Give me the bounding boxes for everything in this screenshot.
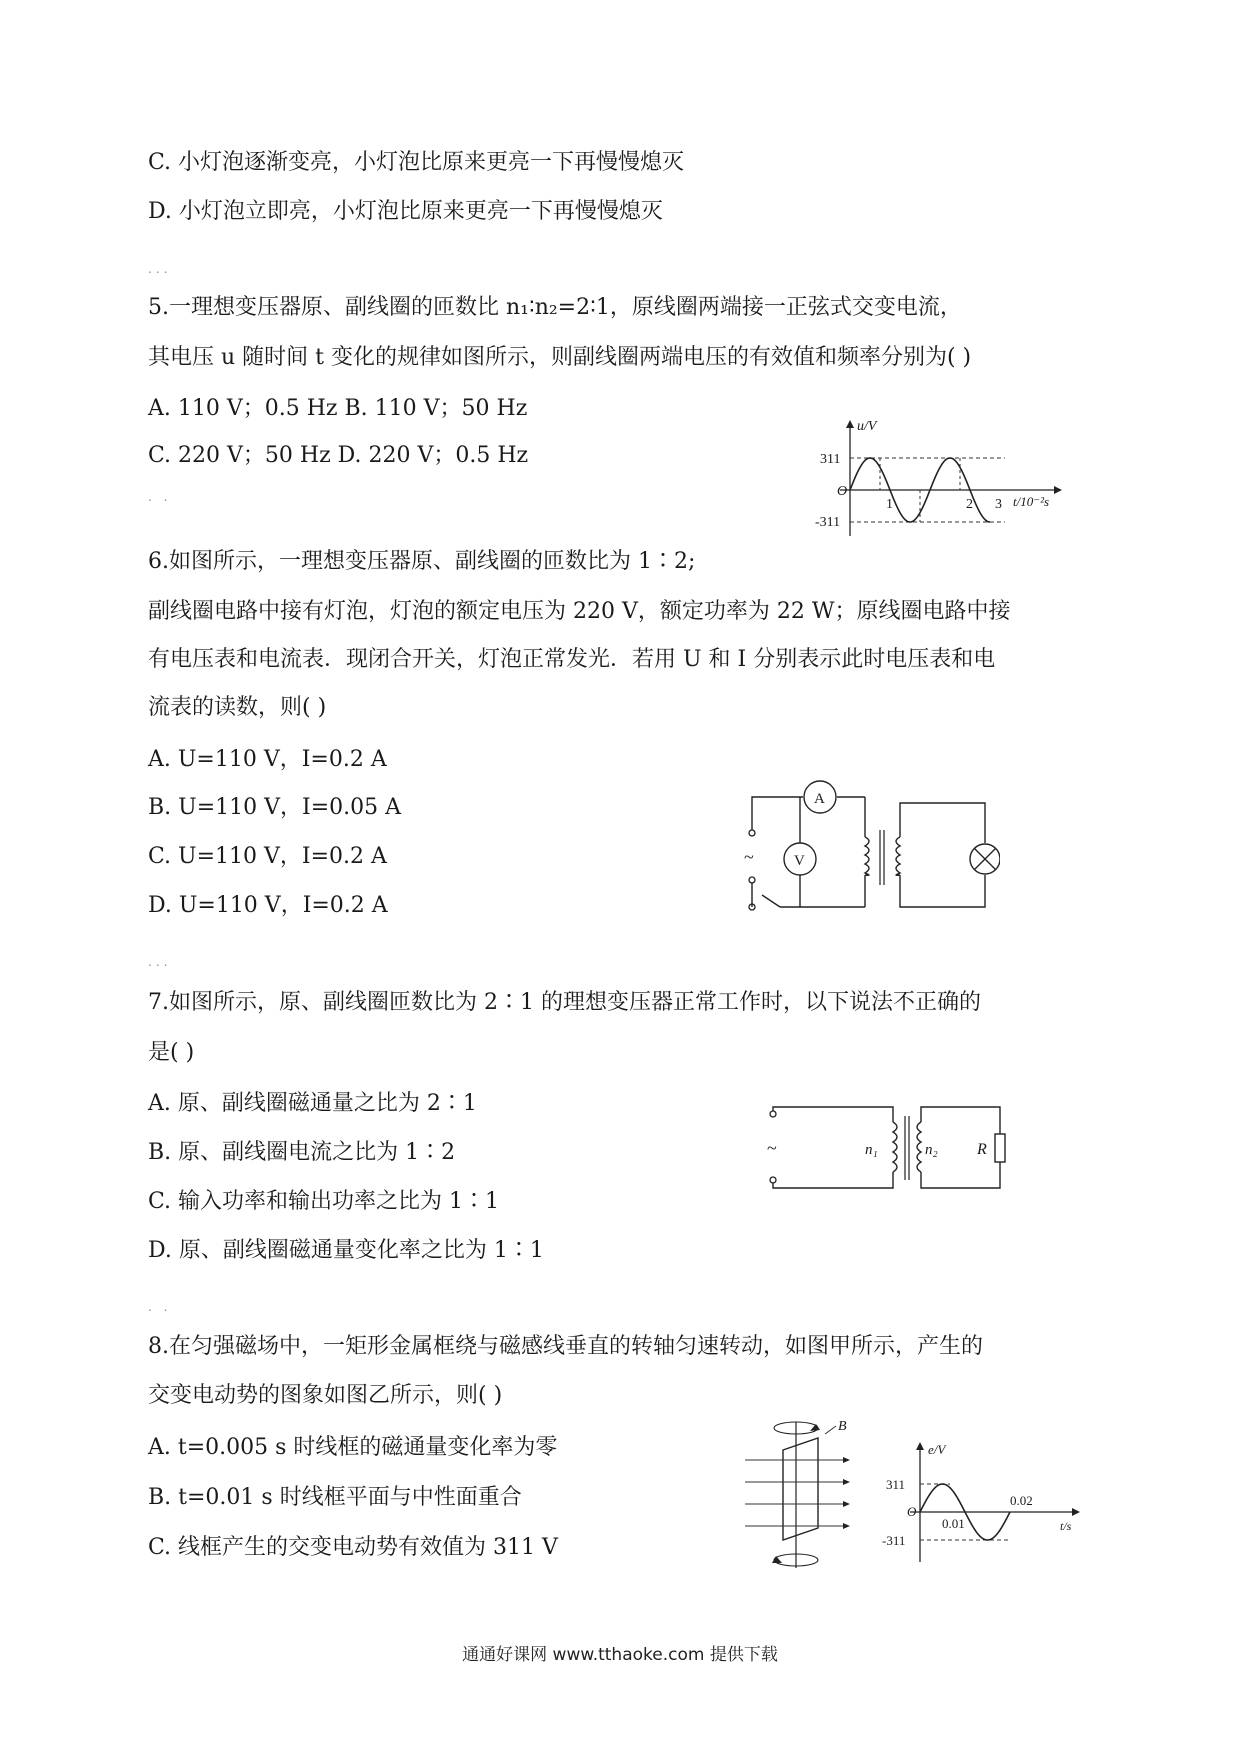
q7-option-c: C. 输入功率和输出功率之比为 1∶1 [148, 1189, 500, 1214]
q7-option-b: B. 原、副线圈电流之比为 1∶2 [148, 1140, 456, 1165]
q6-stem-line4: 流表的读数，则( ) [148, 695, 327, 720]
separator-dots: . . [148, 490, 172, 504]
q6-terminal-top [749, 830, 755, 836]
q6-stem-line2: 副线圈电路中接有灯泡，灯泡的额定电压为 220 V，额定功率为 22 W；原线圈电路中接 [148, 599, 1011, 624]
q8-x-tick-1: 0.01 [942, 1516, 965, 1531]
q5-x-tick-1: 1 [886, 497, 893, 512]
q8-x-tick-2: 0.02 [1010, 1493, 1033, 1508]
page-footer: 通通好课网 www.tthaoke.com 提供下载 [462, 1645, 778, 1665]
q6-terminal-bottom [749, 877, 755, 883]
q7-n2-label: n₂ [925, 1142, 938, 1158]
q6-switch [762, 895, 780, 907]
q8-stem-line1: 8.在匀强磁场中，一矩形金属框绕与磁感线垂直的转轴匀速转动，如图甲所示，产生的 [148, 1334, 983, 1359]
q6-option-a: A. U=110 V，I=0.2 A [148, 747, 387, 772]
q6-option-c: C. U=110 V，I=0.2 A [148, 844, 387, 869]
q7-n1-label: n₁ [865, 1142, 878, 1158]
q5-x-tick-2: 2 [966, 497, 973, 512]
q8-y-max-label: 311 [886, 1477, 906, 1492]
q4-option-d: D. 小灯泡立即亮，小灯泡比原来更亮一下再慢慢熄灭 [148, 199, 663, 224]
q8-emf-graph [880, 1440, 1090, 1570]
q7-ac-source: ~ [767, 1138, 777, 1158]
q8-metal-frame [783, 1438, 818, 1540]
q6-option-b: B. U=110 V，I=0.05 A [148, 795, 401, 820]
q8-stem-line2: 交变电动势的图象如图乙所示，则( ) [148, 1383, 503, 1408]
q8-option-a: A. t=0.005 s 时线框的磁通量变化率为零 [148, 1435, 558, 1460]
q5-y-min-label: -311 [815, 515, 841, 530]
q5-voltage-graph [815, 418, 1065, 553]
q6-option-d: D. U=110 V，I=0.2 A [148, 893, 388, 918]
separator-dots: ... [148, 262, 172, 276]
q8-y-min-label: -311 [882, 1533, 906, 1548]
q5-x-axis-label: t/10⁻²s [1013, 494, 1050, 509]
q5-stem-line2: 其电压 u 随时间 t 变化的规律如图所示，则副线圈两端电压的有效值和频率分别为( ) [148, 345, 972, 370]
q6-circuit-diagram [740, 775, 1000, 920]
q4-option-c: C. 小灯泡逐渐变亮，小灯泡比原来更亮一下再慢慢熄灭 [148, 150, 685, 175]
q8-y-axis-label: e/V [928, 1442, 946, 1457]
q6-primary-coil [865, 837, 869, 875]
q7-transformer-diagram [765, 1102, 1015, 1197]
q5-y-axis-label: u/V [857, 419, 877, 434]
q5-origin-label: O [837, 484, 848, 499]
q8-option-c: C. 线框产生的交变电动势有效值为 311 V [148, 1535, 558, 1560]
separator-dots: ... [148, 955, 172, 969]
q7-resistor [995, 1134, 1005, 1162]
q8-b-label: B [838, 1419, 847, 1434]
q6-ac-source: ~ [744, 847, 754, 867]
q7-stem-line1: 7.如图所示，原、副线圈匝数比为 2∶1 的理想变压器正常工作时，以下说法不正确的 [148, 990, 981, 1015]
q5-y-max-label: 311 [820, 452, 841, 467]
q7-option-d: D. 原、副线圈磁通量变化率之比为 1∶1 [148, 1238, 544, 1263]
q6-stem-line1: 6.如图所示，一理想变压器原、副线圈的匝数比为 1∶2; [148, 549, 696, 574]
q5-options-cd: C. 220 V；50 Hz D. 220 V；0.5 Hz [148, 443, 529, 468]
q6-ammeter-label: A [814, 791, 825, 807]
separator-dots: . . [148, 1300, 172, 1314]
q7-stem-line2: 是( ) [148, 1040, 195, 1065]
q6-secondary-coil [896, 837, 900, 875]
q8-x-axis-label: t/s [1060, 1519, 1072, 1533]
q7-primary-coil [893, 1122, 897, 1172]
q5-x-tick-3: 3 [995, 497, 1002, 512]
q7-r-label: R [977, 1141, 987, 1158]
q8-origin-label: O [907, 1504, 917, 1519]
q7-option-a: A. 原、副线圈磁通量之比为 2∶1 [148, 1091, 477, 1116]
q5-stem-line1: 5.一理想变压器原、副线圈的匝数比 n₁∶n₂=2∶1，原线圈两端接一正弦式交变电流， [148, 295, 962, 320]
q6-stem-line3: 有电压表和电流表．现闭合开关，灯泡正常发光．若用 U 和 I 分别表示此时电压表和电 [148, 647, 996, 672]
q7-secondary-coil [917, 1122, 921, 1172]
q8-option-b: B. t=0.01 s 时线框平面与中性面重合 [148, 1485, 522, 1510]
q5-options-ab: A. 110 V；0.5 Hz B. 110 V；50 Hz [148, 396, 528, 421]
q8-rotating-frame-figure [740, 1410, 860, 1575]
q6-voltmeter-label: V [794, 853, 805, 869]
